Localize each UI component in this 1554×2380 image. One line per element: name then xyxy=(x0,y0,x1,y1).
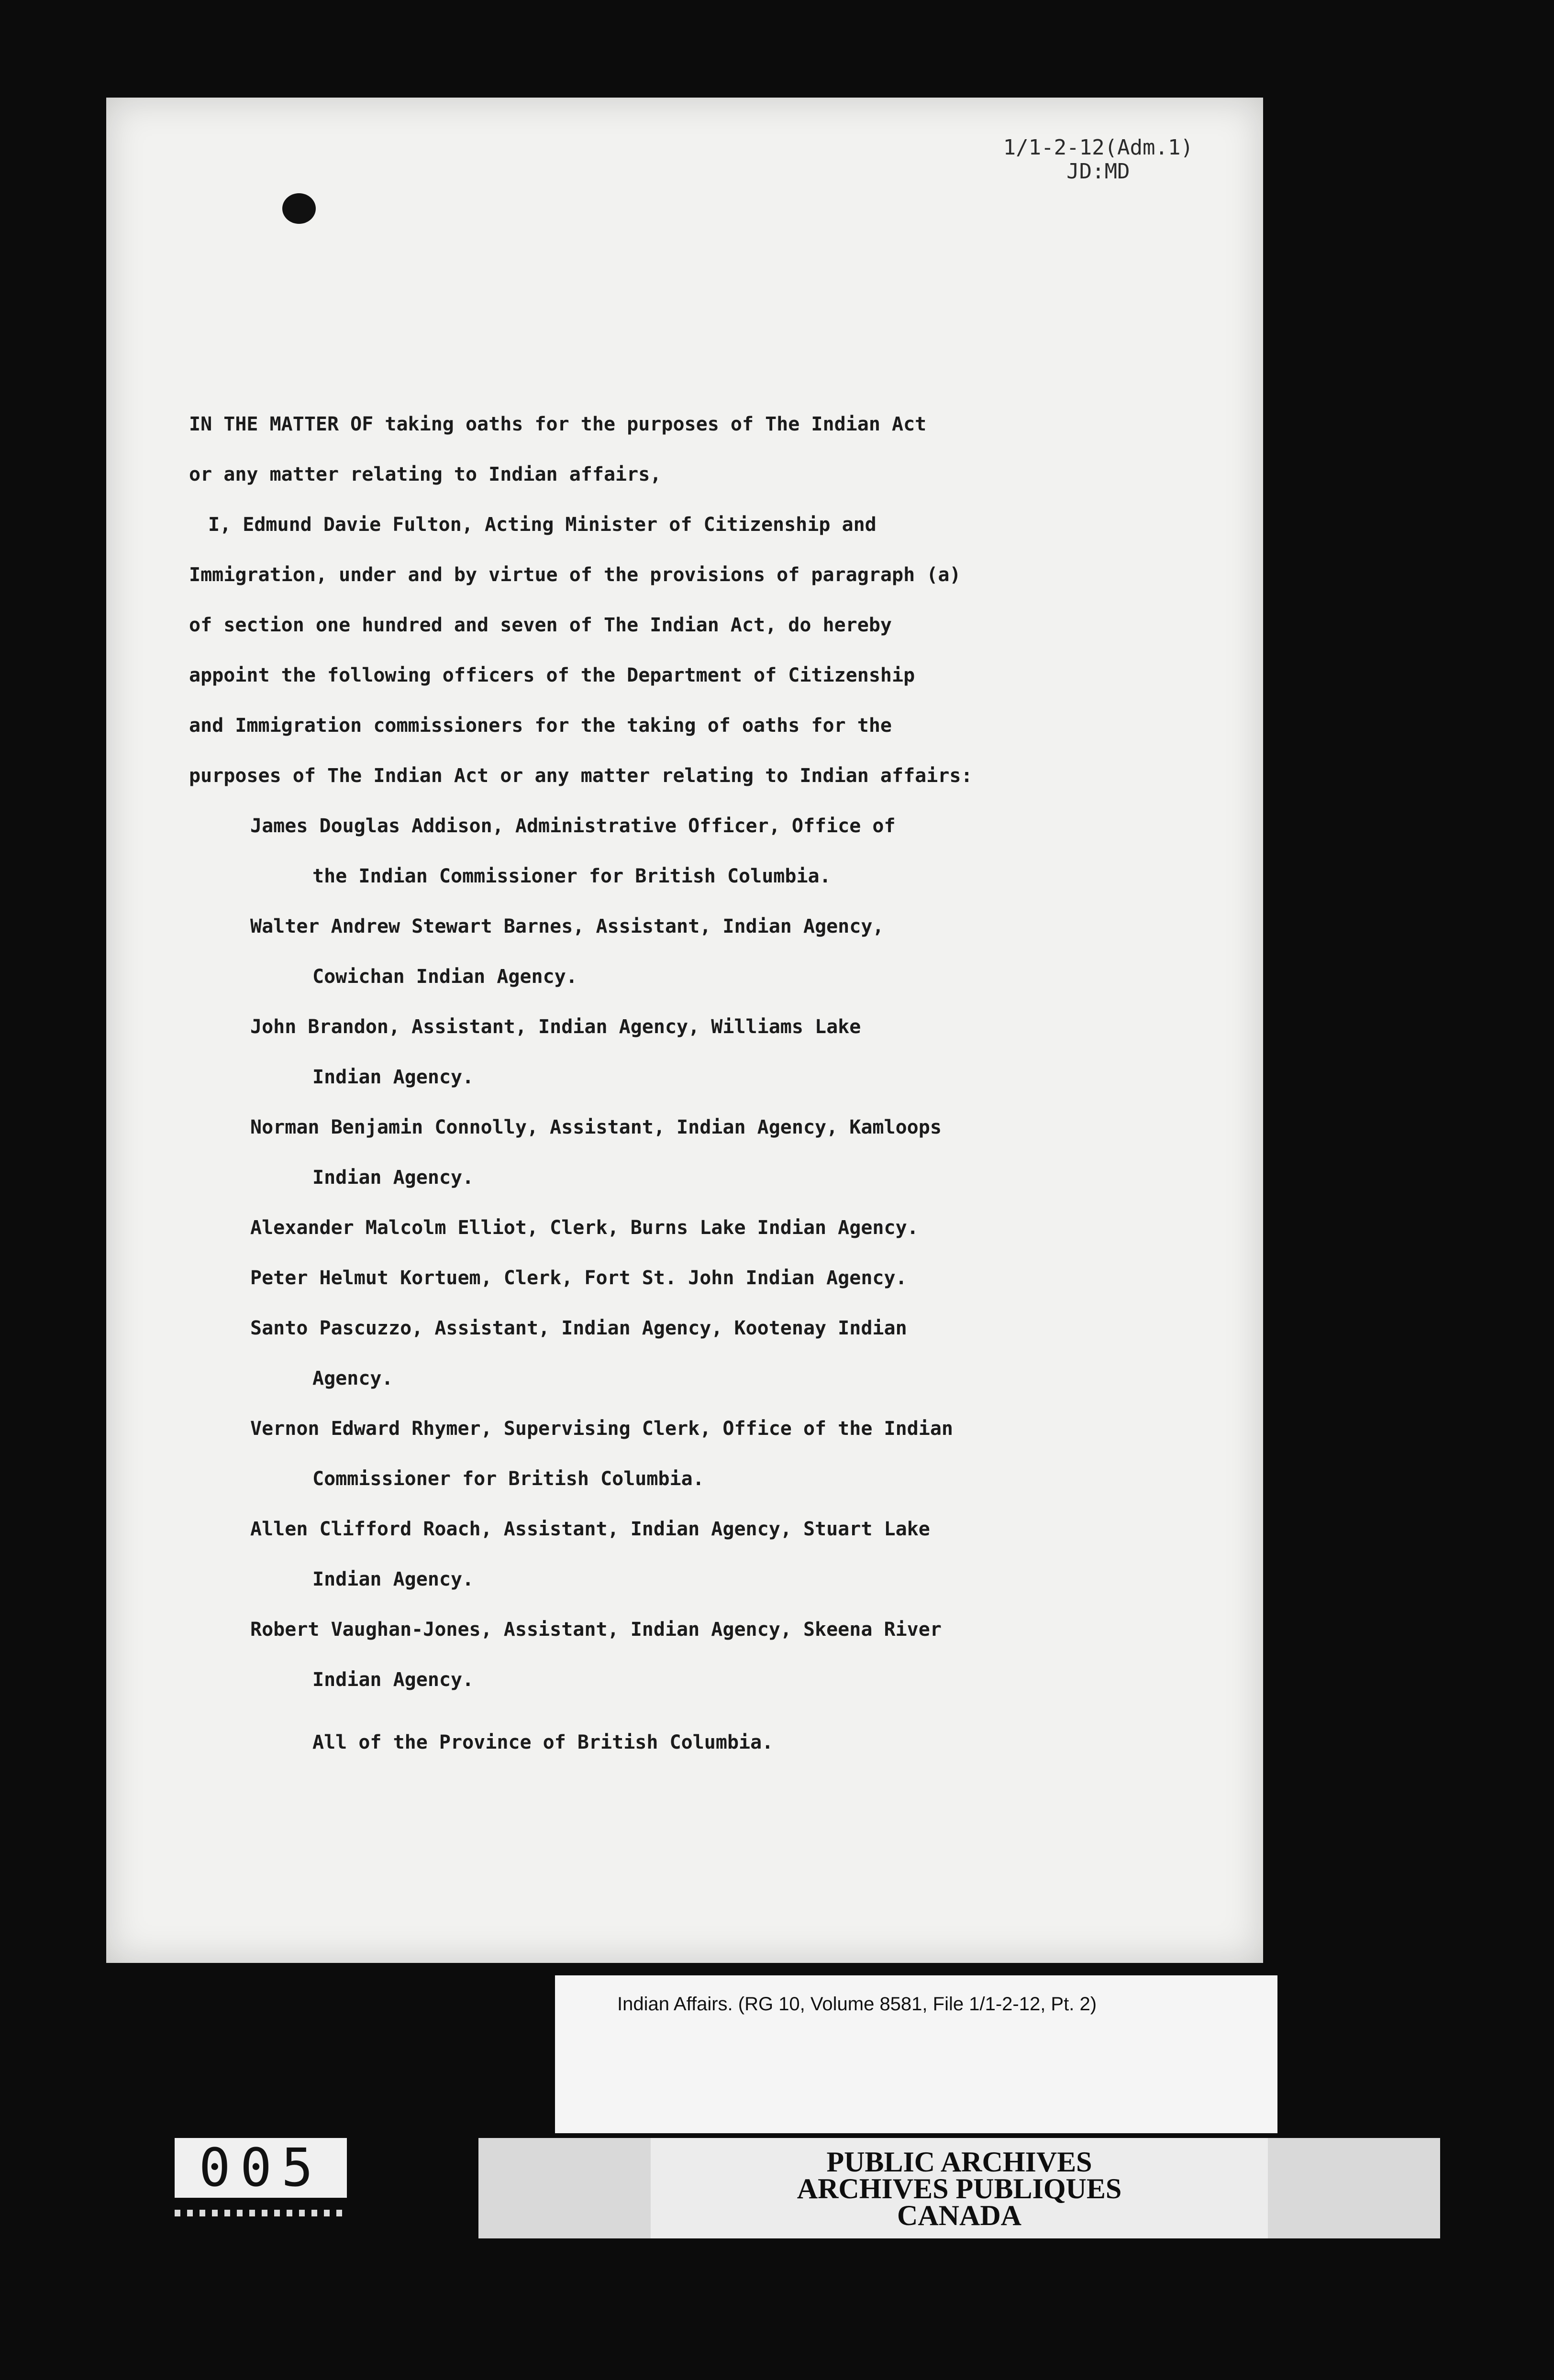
appointee-continuation: Cowichan Indian Agency. xyxy=(312,966,577,988)
appointee-continuation: Indian Agency. xyxy=(312,1669,474,1691)
appointee-continuation: Indian Agency. xyxy=(312,1568,474,1590)
archive-label xyxy=(651,2138,1268,2238)
appointee-name: John Brandon, Assistant, Indian Agency, Williams Lake xyxy=(250,1016,861,1038)
film-ticks xyxy=(175,2210,347,2216)
appointee-continuation: Indian Agency. xyxy=(312,1066,474,1088)
appointee-continuation: the Indian Commissioner for British Columbia. xyxy=(312,865,831,887)
appointee-continuation: Agency. xyxy=(312,1367,393,1389)
body-line: of section one hundred and seven of The Indian Act, do hereby xyxy=(189,614,892,636)
archive-label-strip xyxy=(478,2138,1440,2238)
appointee-name: James Douglas Addison, Administrative Officer, Office of xyxy=(250,815,896,837)
appointee-name: Vernon Edward Rhymer, Supervising Clerk, Office of the Indian xyxy=(250,1418,954,1440)
archive-caption-text: Indian Affairs. (RG 10, Volume 8581, File 1/1-2-12, Pt. 2) xyxy=(617,1994,1097,2015)
file-reference xyxy=(1003,136,1193,184)
file-reference-number: 1/1-2-12(Adm.1) xyxy=(1003,135,1193,160)
appointee-name: Santo Pascuzzo, Assistant, Indian Agency, Kootenay Indian xyxy=(250,1317,907,1339)
archive-caption xyxy=(555,1975,1277,2133)
intro-line: IN THE MATTER OF taking oaths for the purposes of The Indian Act xyxy=(189,413,927,435)
body-line: and Immigration commissioners for the taking of oaths for the xyxy=(189,715,892,737)
appointee-name: Walter Andrew Stewart Barnes, Assistant, Indian Agency, xyxy=(250,915,884,937)
appointee-name: Allen Clifford Roach, Assistant, Indian Agency, Stuart Lake xyxy=(250,1518,930,1540)
archive-label-line: ARCHIVES PUBLIQUES xyxy=(797,2173,1122,2204)
file-reference-initials: JD:MD xyxy=(1066,159,1130,184)
body-line: I, Edmund Davie Fulton, Acting Minister of Citizenship and xyxy=(208,514,877,536)
document-body xyxy=(189,399,1084,1768)
body-line: Immigration, under and by virtue of the provisions of paragraph (a) xyxy=(189,564,961,586)
appointee-name: Robert Vaughan-Jones, Assistant, Indian Agency, Skeena River xyxy=(250,1619,942,1641)
appointee-continuation: Indian Agency. xyxy=(312,1167,474,1189)
body-line: purposes of The Indian Act or any matter relating to Indian affairs: xyxy=(189,765,973,787)
intro-line: or any matter relating to Indian affairs, xyxy=(189,463,662,485)
body-line: appoint the following officers of the Department of Citizenship xyxy=(189,664,915,686)
frame-number: 005 xyxy=(175,2138,347,2198)
appointee-continuation: Commissioner for British Columbia. xyxy=(312,1468,704,1490)
punch-hole xyxy=(282,193,316,224)
appointee-name: Peter Helmut Kortuem, Clerk, Fort St. John Indian Agency. xyxy=(250,1267,907,1289)
appointee-name: Alexander Malcolm Elliot, Clerk, Burns Lake Indian Agency. xyxy=(250,1217,919,1239)
archive-label-line: CANADA xyxy=(897,2200,1021,2231)
archive-label-line: PUBLIC ARCHIVES xyxy=(826,2146,1092,2178)
appointee-name: Norman Benjamin Connolly, Assistant, Indian Agency, Kamloops xyxy=(250,1116,942,1138)
closing-line: All of the Province of British Columbia. xyxy=(312,1731,774,1753)
